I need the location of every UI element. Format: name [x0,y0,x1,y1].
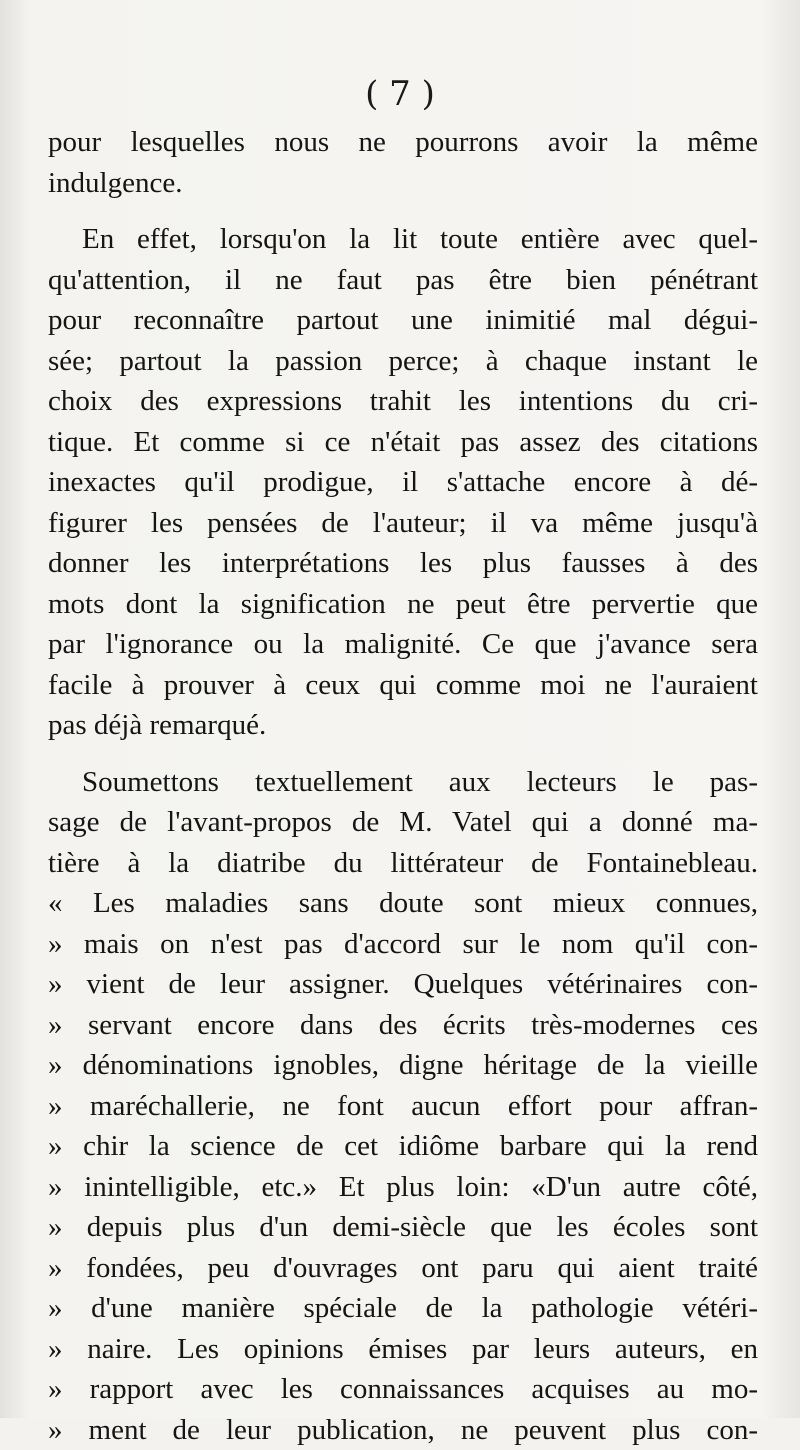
text-line: » d'une manière spéciale de la pathologie vétéri- [48,1288,758,1329]
text-line: « Les maladies sans doute sont mieux connues, [48,883,758,924]
page-number: ( 7 ) [0,74,800,114]
text-line: pas déjà remarqué. [48,705,758,746]
text-line: inexactes qu'il prodigue, il s'attache encore à dé- [48,462,758,503]
text-line: choix des expressions trahit les intentions du cri- [48,381,758,422]
text-line: » maréchallerie, ne font aucun effort pour affran- [48,1086,758,1127]
text-line: tière à la diatribe du littérateur de Fontainebleau. [48,843,758,884]
text-line: En effet, lorsqu'on la lit toute entière avec quel- [48,219,758,260]
text-line: » naire. Les opinions émises par leurs auteurs, en [48,1329,758,1370]
paragraph [48,762,758,1450]
text-line: » mais on n'est pas d'accord sur le nom qu'il con- [48,924,758,965]
text-line: qu'attention, il ne faut pas être bien pénétrant [48,260,758,301]
text-line: » vient de leur assigner. Quelques vétérinaires con- [48,964,758,1005]
text-line: pour reconnaître partout une inimitié mal dégui- [48,300,758,341]
text-line: sée; partout la passion perce; à chaque instant le [48,341,758,382]
text-line: donner les interprétations les plus fausses à des [48,543,758,584]
text-line: » ment de leur publication, ne peuvent plus con- [48,1410,758,1450]
text-line: » inintelligible, etc.» Et plus loin: «D'un autre côté, [48,1167,758,1208]
paragraph [48,219,758,746]
text-line: par l'ignorance ou la malignité. Ce que j'avance sera [48,624,758,665]
text-line: mots dont la signification ne peut être pervertie que [48,584,758,625]
body-text [48,122,758,1450]
text-line: indulgence. [48,163,758,204]
text-line: tique. Et comme si ce n'était pas assez des citations [48,422,758,463]
paragraph [48,122,758,203]
text-line: » fondées, peu d'ouvrages ont paru qui aient traité [48,1248,758,1289]
text-line: sage de l'avant-propos de M. Vatel qui a donné ma- [48,802,758,843]
text-line: Soumettons textuellement aux lecteurs le pas- [48,762,758,803]
text-line: » dénominations ignobles, digne héritage de la vieille [48,1045,758,1086]
text-line: » chir la science de cet idiôme barbare qui la rend [48,1126,758,1167]
text-line: pour lesquelles nous ne pourrons avoir la même [48,122,758,163]
text-line: facile à prouver à ceux qui comme moi ne l'auraient [48,665,758,706]
text-line: figurer les pensées de l'auteur; il va même jusqu'à [48,503,758,544]
text-line: » servant encore dans des écrits très-modernes ces [48,1005,758,1046]
text-line: » depuis plus d'un demi-siècle que les écoles sont [48,1207,758,1248]
text-line: » rapport avec les connaissances acquises au mo- [48,1369,758,1410]
